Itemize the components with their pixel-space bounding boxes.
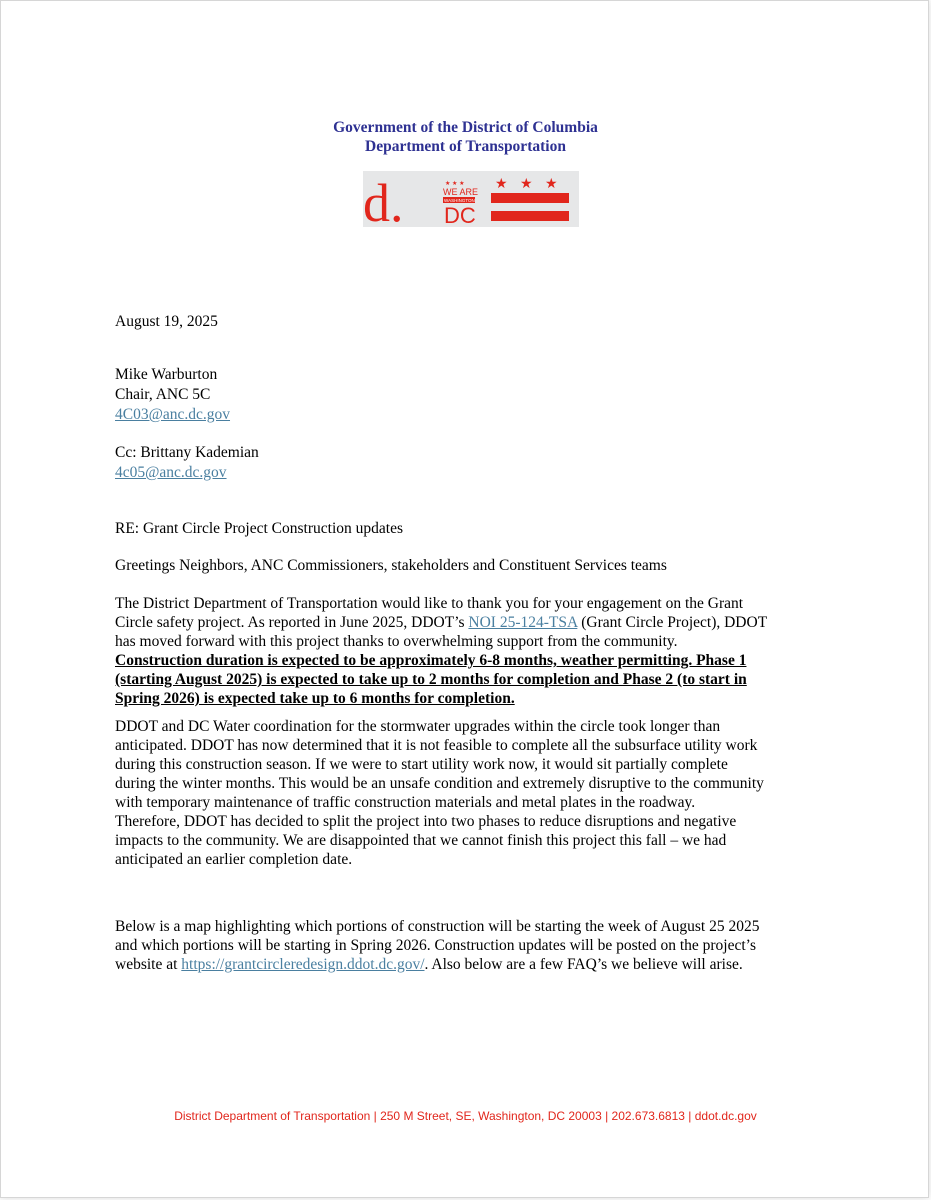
p1-line2-a: Circle safety project. As reported in June 2025, DDOT’s <box>115 614 469 631</box>
letter-date: August 19, 2025 <box>115 313 218 330</box>
header-department: Department of Transportation <box>365 138 566 155</box>
letter-footer: District Department of Transportation | 250 M Street, SE, Washington, DC 20003 | 202.673.6813 | ddot.dc.gov <box>174 1109 757 1123</box>
logo-flag-bar-2 <box>491 211 569 221</box>
logo-we-are: WE ARE <box>443 187 479 197</box>
re-subject: RE: Grant Circle Project Construction updates <box>115 520 403 537</box>
ddot-logo <box>363 171 579 227</box>
p1-bold-line3: Spring 2026) is expected take up to 6 months for completion. <box>115 690 515 707</box>
p2-line: impacts to the community. We are disappointed that we cannot finish this project this fall – we had <box>115 832 727 849</box>
p3-line2: and which portions will be starting in Spring 2026. Construction updates will be posted on the project’s <box>115 937 757 954</box>
paragraph-map <box>115 917 835 974</box>
p1-line2 <box>115 613 835 632</box>
p3-line3 <box>115 955 835 974</box>
p2-line: anticipated. DDOT has now determined that it is not feasible to complete all the subsurface utility work <box>115 737 758 754</box>
p1-line3: has moved forward with this project thanks to overwhelming support from the community. <box>115 633 678 650</box>
p2-line: Therefore, DDOT has decided to split the project into two phases to reduce disruptions and negative <box>115 813 737 830</box>
p3-line1: Below is a map highlighting which portions of construction will be starting the week of August 25 2025 <box>115 918 760 935</box>
p2-line: during this construction season. If we were to start utility work now, it would sit partially complete <box>115 756 728 773</box>
logo-dc: DC <box>444 203 476 227</box>
p1-bold-line1: Construction duration is expected to be approximately 6-8 months, weather permitting. Phase 1 <box>115 652 747 669</box>
logo-flag-bar-1 <box>491 193 569 203</box>
ddot-logo-graphic <box>363 171 579 227</box>
p1-line1: The District Department of Transportation would like to thank you for your engagement on the Grant <box>115 595 744 612</box>
p2-line: with temporary maintenance of traffic construction materials and metal plates in the roadway. <box>115 794 696 811</box>
header-government: Government of the District of Columbia <box>333 119 598 136</box>
logo-washington: WASHINGTON <box>444 198 475 203</box>
cc-line: Cc: Brittany Kademian <box>115 444 259 461</box>
p1-bold-line2: (starting August 2025) is expected to take up to 2 months for completion and Phase 2 (to start in <box>115 671 747 688</box>
logo-stars-small: ★ ★ ★ <box>445 181 465 187</box>
greeting: Greetings Neighbors, ANC Commissioners, stakeholders and Constituent Services teams <box>115 557 667 574</box>
noi-link[interactable]: NOI 25-124-TSA <box>468 614 578 631</box>
paragraph-intro <box>115 594 835 708</box>
logo-star-3: ★ <box>545 176 558 192</box>
logo-star-2: ★ <box>520 176 533 192</box>
logo-d-letter: d. <box>363 173 404 227</box>
recipient-email-link[interactable]: 4C03@anc.dc.gov <box>115 406 231 423</box>
cc-email-link[interactable]: 4c05@anc.dc.gov <box>115 464 227 481</box>
recipient-title: Chair, ANC 5C <box>115 386 211 403</box>
p2-line: during the winter months. This would be an unsafe condition and extremely disruptive to the community <box>115 775 764 792</box>
p1-line2-b: (Grant Circle Project), DDOT <box>577 614 768 631</box>
p2-line: DDOT and DC Water coordination for the stormwater upgrades within the circle took longer than <box>115 718 721 735</box>
recipient-name: Mike Warburton <box>115 366 218 383</box>
p3-line3-b: . Also below are a few FAQ’s we believe will arise. <box>424 956 743 973</box>
logo-star-1: ★ <box>495 176 508 192</box>
project-website-link[interactable]: https://grantcircleredesign.ddot.dc.gov/ <box>181 956 425 973</box>
p2-line: anticipated an earlier completion date. <box>115 851 353 868</box>
p3-line3-a: website at <box>115 956 182 973</box>
paragraph-coordination <box>115 717 835 869</box>
